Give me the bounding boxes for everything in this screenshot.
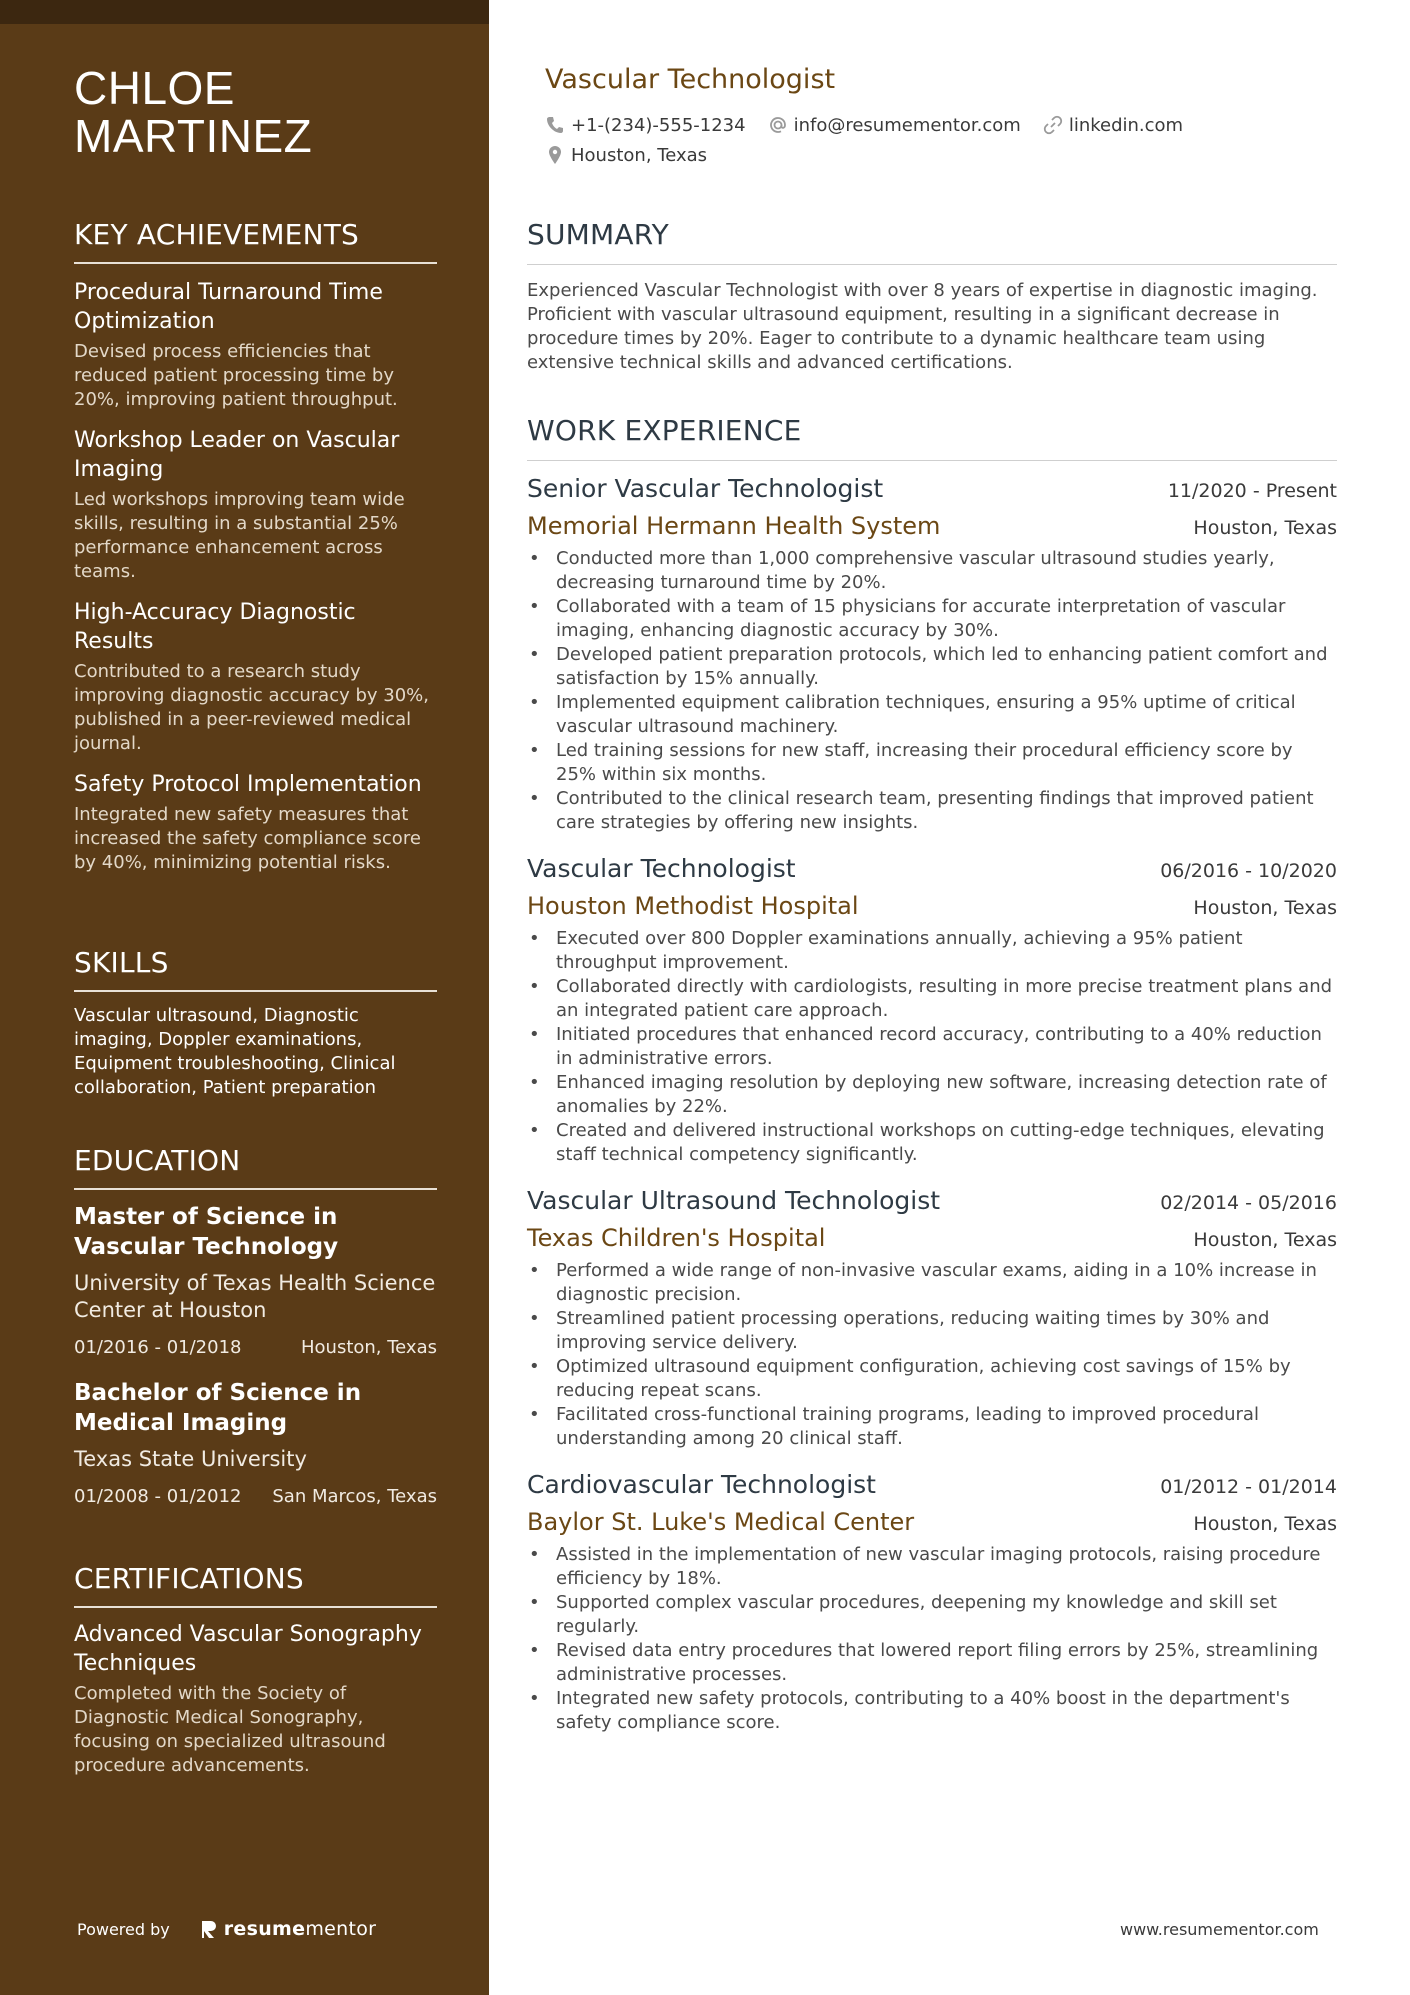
- contact-linkedin[interactable]: [1043, 115, 1183, 136]
- resumementor-logo-icon: [200, 1919, 218, 1939]
- contact-phone[interactable]: [545, 115, 746, 136]
- contact-row: [545, 142, 1335, 168]
- job-bullet: • Optimized ultrasound equipment configuration, achieving cost savings of 15% by reducing repeat scans.: [527, 1355, 1337, 1403]
- achievement-title: Safety Protocol Implementation: [74, 772, 422, 797]
- brand-logo[interactable]: [200, 1918, 377, 1940]
- achievement-title: Workshop Leader on Vascular Imaging: [74, 428, 400, 482]
- summary-text: Experienced Vascular Technologist with over 8 years of expertise in diagnostic imaging. Proficient with vascular ultrasound equipment, resulting in a significant decrease in procedure times by 20%. Eager to contribute to a dynamic healthcare team using extensive technical skills and advanced certifications.: [527, 280, 1318, 373]
- education-item: [74, 1378, 437, 1509]
- achievement-item: [74, 426, 437, 584]
- job-entry: [527, 1469, 1337, 1735]
- job-bullet: • Enhanced imaging resolution by deploying new software, increasing detection rate of anomalies by 22%.: [527, 1071, 1337, 1119]
- job-header: [527, 473, 1337, 505]
- job-role: Cardiovascular Technologist: [527, 1470, 876, 1499]
- education-location: San Marcos, Texas: [272, 1486, 437, 1507]
- job-bullet: • Streamlined patient processing operations, reducing waiting times by 30% and improving service delivery.: [527, 1307, 1337, 1355]
- skills-section: [74, 946, 437, 1100]
- job-subheader: [527, 891, 1337, 921]
- footer-url[interactable]: www.resumementor.com: [1120, 1920, 1319, 1939]
- email-text: info@resumementor.com: [793, 114, 1021, 136]
- last-name: MARTINEZ: [74, 110, 313, 162]
- education-location: Houston, Texas: [300, 1337, 437, 1358]
- job-dates: 11/2020 - Present: [1167, 480, 1337, 502]
- certification-desc: Completed with the Society of Diagnostic Medical Sonography, focusing on specialized ultrasound procedure advancements.: [74, 1683, 386, 1776]
- job-bullet: • Supported complex vascular procedures, deepening my knowledge and skill set regularly.: [527, 1591, 1337, 1639]
- education-degree: Master of Science in Vascular Technology: [74, 1204, 339, 1260]
- job-bullet: • Assisted in the implementation of new vascular imaging protocols, raising procedure efficiency by 18%.: [527, 1543, 1337, 1591]
- job-company: Baylor St. Luke's Medical Center: [527, 1508, 915, 1536]
- job-bullets: [527, 927, 1337, 1167]
- certifications-heading: CERTIFICATIONS: [74, 1562, 437, 1608]
- job-company: Houston Methodist Hospital: [527, 892, 859, 920]
- job-entry: [527, 853, 1337, 1167]
- job-bullet: • Revised data entry procedures that lowered report filing errors by 25%, streamlining administrative processes.: [527, 1639, 1337, 1687]
- job-bullet: • Initiated procedures that enhanced record accuracy, contributing to a 40% reduction in administrative errors.: [527, 1023, 1337, 1071]
- education-meta: [74, 1485, 437, 1509]
- powered-by: [77, 1918, 376, 1940]
- education-school: Texas State University: [74, 1447, 307, 1471]
- phone-icon: [545, 115, 565, 135]
- achievements-heading: KEY ACHIEVEMENTS: [74, 218, 437, 264]
- job-entry: [527, 1185, 1337, 1451]
- contact-row: [545, 112, 1335, 138]
- job-subheader: [527, 511, 1337, 541]
- job-bullet: • Integrated new safety protocols, contributing to a 40% boost in the department's safety compliance score.: [527, 1687, 1337, 1735]
- sidebar: [0, 0, 489, 1995]
- education-heading: EDUCATION: [74, 1144, 437, 1190]
- summary-heading: SUMMARY: [527, 218, 1337, 265]
- achievements-section: [74, 218, 437, 875]
- job-bullet: • Implemented equipment calibration techniques, ensuring a 95% uptime of critical vascular ultrasound machinery.: [527, 691, 1337, 739]
- achievement-item: [74, 770, 437, 875]
- job-company: Texas Children's Hospital: [527, 1224, 826, 1252]
- education-item: [74, 1202, 437, 1360]
- sidebar-top-bar: [0, 0, 489, 24]
- education-school: University of Texas Health Science Center at Houston: [74, 1271, 436, 1322]
- job-bullet: • Collaborated directly with cardiologists, resulting in more precise treatment plans and an integrated patient care approach.: [527, 975, 1337, 1023]
- experience-heading: WORK EXPERIENCE: [527, 414, 1337, 461]
- job-dates: 02/2014 - 05/2016: [1160, 1192, 1337, 1214]
- job-bullet: • Developed patient preparation protocols, which led to enhancing patient comfort and satisfaction by 15% annually.: [527, 643, 1337, 691]
- skills-heading: SKILLS: [74, 946, 437, 992]
- job-bullet: • Executed over 800 Doppler examinations annually, achieving a 95% patient throughput improvement.: [527, 927, 1337, 975]
- brand-light: mentor: [305, 1918, 377, 1940]
- job-subheader: [527, 1507, 1337, 1537]
- job-bullet: • Collaborated with a team of 15 physicians for accurate interpretation of vascular imaging, enhancing diagnostic accuracy by 30%.: [527, 595, 1337, 643]
- achievement-desc: Devised process efficiencies that reduced patient processing time by 20%, improving patient throughput.: [74, 341, 398, 410]
- contact-email[interactable]: [768, 115, 1021, 136]
- certifications-section: [74, 1562, 437, 1778]
- job-bullets: [527, 1543, 1337, 1735]
- achievement-item: [74, 278, 437, 412]
- linkedin-text: linkedin.com: [1068, 114, 1184, 136]
- job-company: Memorial Hermann Health System: [527, 512, 941, 540]
- job-subheader: [527, 1223, 1337, 1253]
- job-header: [527, 1185, 1337, 1217]
- education-dates: 01/2016 - 01/2018: [74, 1337, 242, 1358]
- job-dates: 01/2012 - 01/2014: [1160, 1476, 1337, 1498]
- first-name: CHLOE: [74, 62, 235, 114]
- job-location: Houston, Texas: [1193, 1513, 1337, 1535]
- achievement-title: Procedural Turnaround Time Optimization: [74, 280, 383, 334]
- job-location: Houston, Texas: [1193, 897, 1337, 919]
- location-pin-icon: [545, 145, 565, 165]
- contact-info: [545, 112, 1335, 172]
- brand-bold: resume: [223, 1918, 306, 1940]
- job-bullet: • Facilitated cross-functional training programs, leading to improved procedural understanding among 20 clinical staff.: [527, 1403, 1337, 1451]
- job-bullet: • Conducted more than 1,000 comprehensive vascular ultrasound studies yearly, decreasing turnaround time by 20%.: [527, 547, 1337, 595]
- phone-text: +1-(234)-555-1234: [571, 114, 746, 136]
- powered-by-label: Powered by: [77, 1919, 170, 1939]
- education-meta: [74, 1336, 437, 1360]
- achievement-title: High-Accuracy Diagnostic Results: [74, 600, 356, 654]
- job-header: [527, 853, 1337, 885]
- certification-item: [74, 1620, 437, 1778]
- job-role: Vascular Ultrasound Technologist: [527, 1186, 941, 1215]
- education-degree: Bachelor of Science in Medical Imaging: [74, 1380, 362, 1436]
- job-location: Houston, Texas: [1193, 517, 1337, 539]
- achievement-desc: Contributed to a research study improving diagnostic accuracy by 30%, published in a peer-reviewed medical journal.: [74, 661, 430, 754]
- job-bullets: [527, 1259, 1337, 1451]
- contact-location: [545, 145, 707, 166]
- certification-title: Advanced Vascular Sonography Techniques: [74, 1622, 422, 1676]
- job-bullet: • Created and delivered instructional workshops on cutting-edge techniques, elevating staff technical competency significantly.: [527, 1119, 1337, 1167]
- skills-text: Vascular ultrasound, Diagnostic imaging, Doppler examinations, Equipment troubleshooting, Clinical collaboration, Patient preparation: [74, 1005, 396, 1098]
- achievement-item: [74, 598, 437, 756]
- job-title: Vascular Technologist: [545, 64, 836, 95]
- summary-section: [527, 218, 1337, 375]
- job-bullets: [527, 547, 1337, 835]
- job-bullet: • Led training sessions for new staff, increasing their procedural efficiency score by 25% within six months.: [527, 739, 1337, 787]
- candidate-name: [74, 64, 454, 160]
- link-icon: [1043, 115, 1063, 135]
- job-location: Houston, Texas: [1193, 1229, 1337, 1251]
- job-header: [527, 1469, 1337, 1501]
- job-role: Vascular Technologist: [527, 854, 796, 883]
- job-entry: [527, 473, 1337, 835]
- job-dates: 06/2016 - 10/2020: [1160, 860, 1337, 882]
- at-icon: [768, 115, 788, 135]
- location-text: Houston, Texas: [571, 144, 708, 166]
- job-role: Senior Vascular Technologist: [527, 474, 884, 503]
- job-bullet: • Performed a wide range of non-invasive vascular exams, aiding in a 10% increase in diagnostic precision.: [527, 1259, 1337, 1307]
- achievement-desc: Led workshops improving team wide skills, resulting in a substantial 25% performance enhancement across teams.: [74, 489, 405, 582]
- education-section: [74, 1144, 437, 1509]
- experience-section: [527, 414, 1337, 1735]
- achievement-desc: Integrated new safety measures that increased the safety compliance score by 40%, minimizing potential risks.: [74, 804, 421, 873]
- job-bullet: • Contributed to the clinical research team, presenting findings that improved patient care strategies by offering new insights.: [527, 787, 1337, 835]
- education-dates: 01/2008 - 01/2012: [74, 1486, 242, 1507]
